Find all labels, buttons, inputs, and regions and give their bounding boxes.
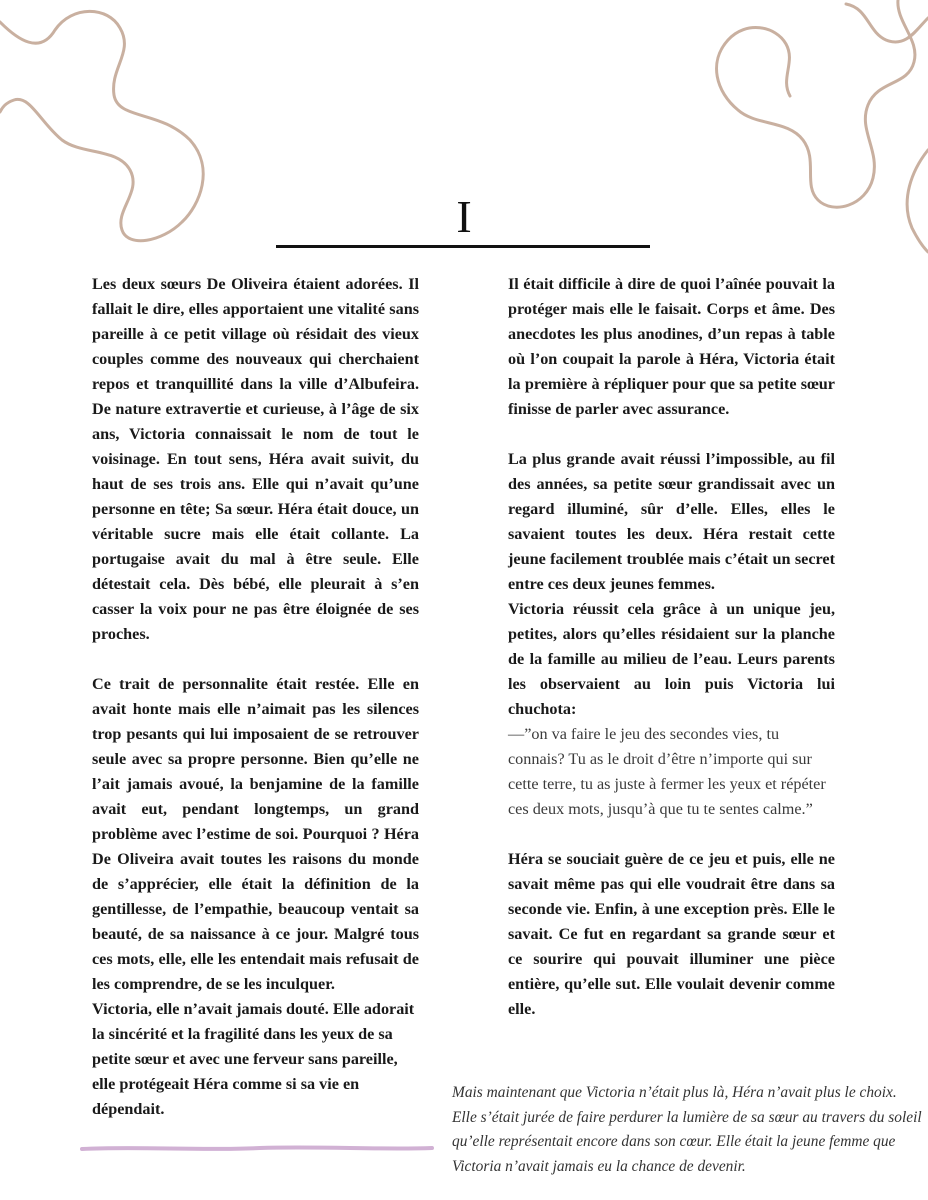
- paragraph: Victoria réussit cela grâce à un unique jeu, petites, alors qu’elles résidaient sur la planche de la famille au milieu de l’eau. Leurs parents les observaient au loin puis Victoria lui chuchota:: [508, 600, 835, 718]
- dialogue-quote: —”on va faire le jeu des secondes vies, tu connais? Tu as le droit d’être n’importe qui sur cette terre, tu as juste à fermer les yeux et répéter ces deux mots, jusqu’à que tu te sentes calme.”: [508, 725, 826, 818]
- epilogue-italic: Mais maintenant que Victoria n’était plus là, Héra n’avait plus le choix. Elle s’était jurée de faire perdurer la lumière de sa sœur au travers du soleil qu’elle représentait encore dans son cœur. Elle était la jeune femme que Victoria n’avait jamais eu la chance de devenir.: [452, 1084, 922, 1175]
- brush-underline: [80, 1143, 435, 1155]
- left-column: [92, 272, 419, 1122]
- paragraph: Ce trait de personnalite était restée. Elle en avait honte mais elle n’aimait pas les silences trop pesants qui lui imposaient de se retrouver seule avec sa propre personne. Bien qu’elle ne l’ait jamais avoué, la benjamine de la famille avait eut, pendant longtemps, un grand problème avec l’estime de soi. Pourquoi ? Héra De Oliveira avait toutes les raisons du monde de s’apprécier, elle était la définition de la gentillesse, de l’empathie, beaucoup ventait sa beauté, de sa naissance à ce jour. Malgré tous ces mots, elle, elle les entendait mais refusait de les comprendre, de se les inculquer.: [92, 675, 419, 993]
- paragraph: Il était difficile à dire de quoi l’aînée pouvait la protéger mais elle le faisait. Corps et âme. Des anecdotes les plus anodines, d’un repas à table où l’on coupait la parole à Héra, Victoria était la première à répliquer pour que sa petite sœur finisse de parler avec assurance.: [508, 275, 835, 418]
- chapter-title: I: [456, 191, 472, 242]
- paragraph: Héra se souciait guère de ce jeu et puis, elle ne savait même pas qui elle voudrait être dans sa seconde vie. Enfin, à une exception près. Elle le savait. Ce fut en regardant sa grande sœur et ce sourire qui pouvait illuminer une pièce entière, qu’elle sut. Elle voulait devenir comme elle.: [508, 850, 835, 1018]
- paragraph: Victoria, elle n’avait jamais douté. Elle adorait la sincérité et la fragilité dans les yeux de sa petite sœur et avec une ferveur sans pareille, elle protégeait Héra comme si sa vie en dépendait.: [92, 1000, 415, 1118]
- paragraph: La plus grande avait réussi l’impossible, au fil des années, sa petite sœur grandissait avec un regard illuminé, sûr d’elle. Elles, elles le savaient toutes les deux. Héra restait cette jeune facilement troublée mais c’était un secret entre ces deux jeunes femmes.: [508, 450, 835, 593]
- right-column: [508, 272, 835, 1022]
- title-rule: [276, 245, 650, 248]
- paragraph: Les deux sœurs De Oliveira étaient adorées. Il fallait le dire, elles apportaient une vitalité sans pareille à ce petit village où résidait des vieux couples comme des nouveaux qui cherchaient repos et tranquillité dans la ville d’Albufeira. De nature extravertie et curieuse, à l’âge de six ans, Victoria connaissait le nom de tout le voisinage. En tout sens, Héra avait suivit, du haut de ses trois ans. Elle qui n’avait qu’une personne en tête; Sa sœur. Héra était douce, un véritable sucre mais elle était collante. La portugaise avait du mal à être seule. Elle détestait cela. Dès bébé, elle pleurait à s’en casser la voix pour ne pas être éloignée de ses proches.: [92, 275, 419, 643]
